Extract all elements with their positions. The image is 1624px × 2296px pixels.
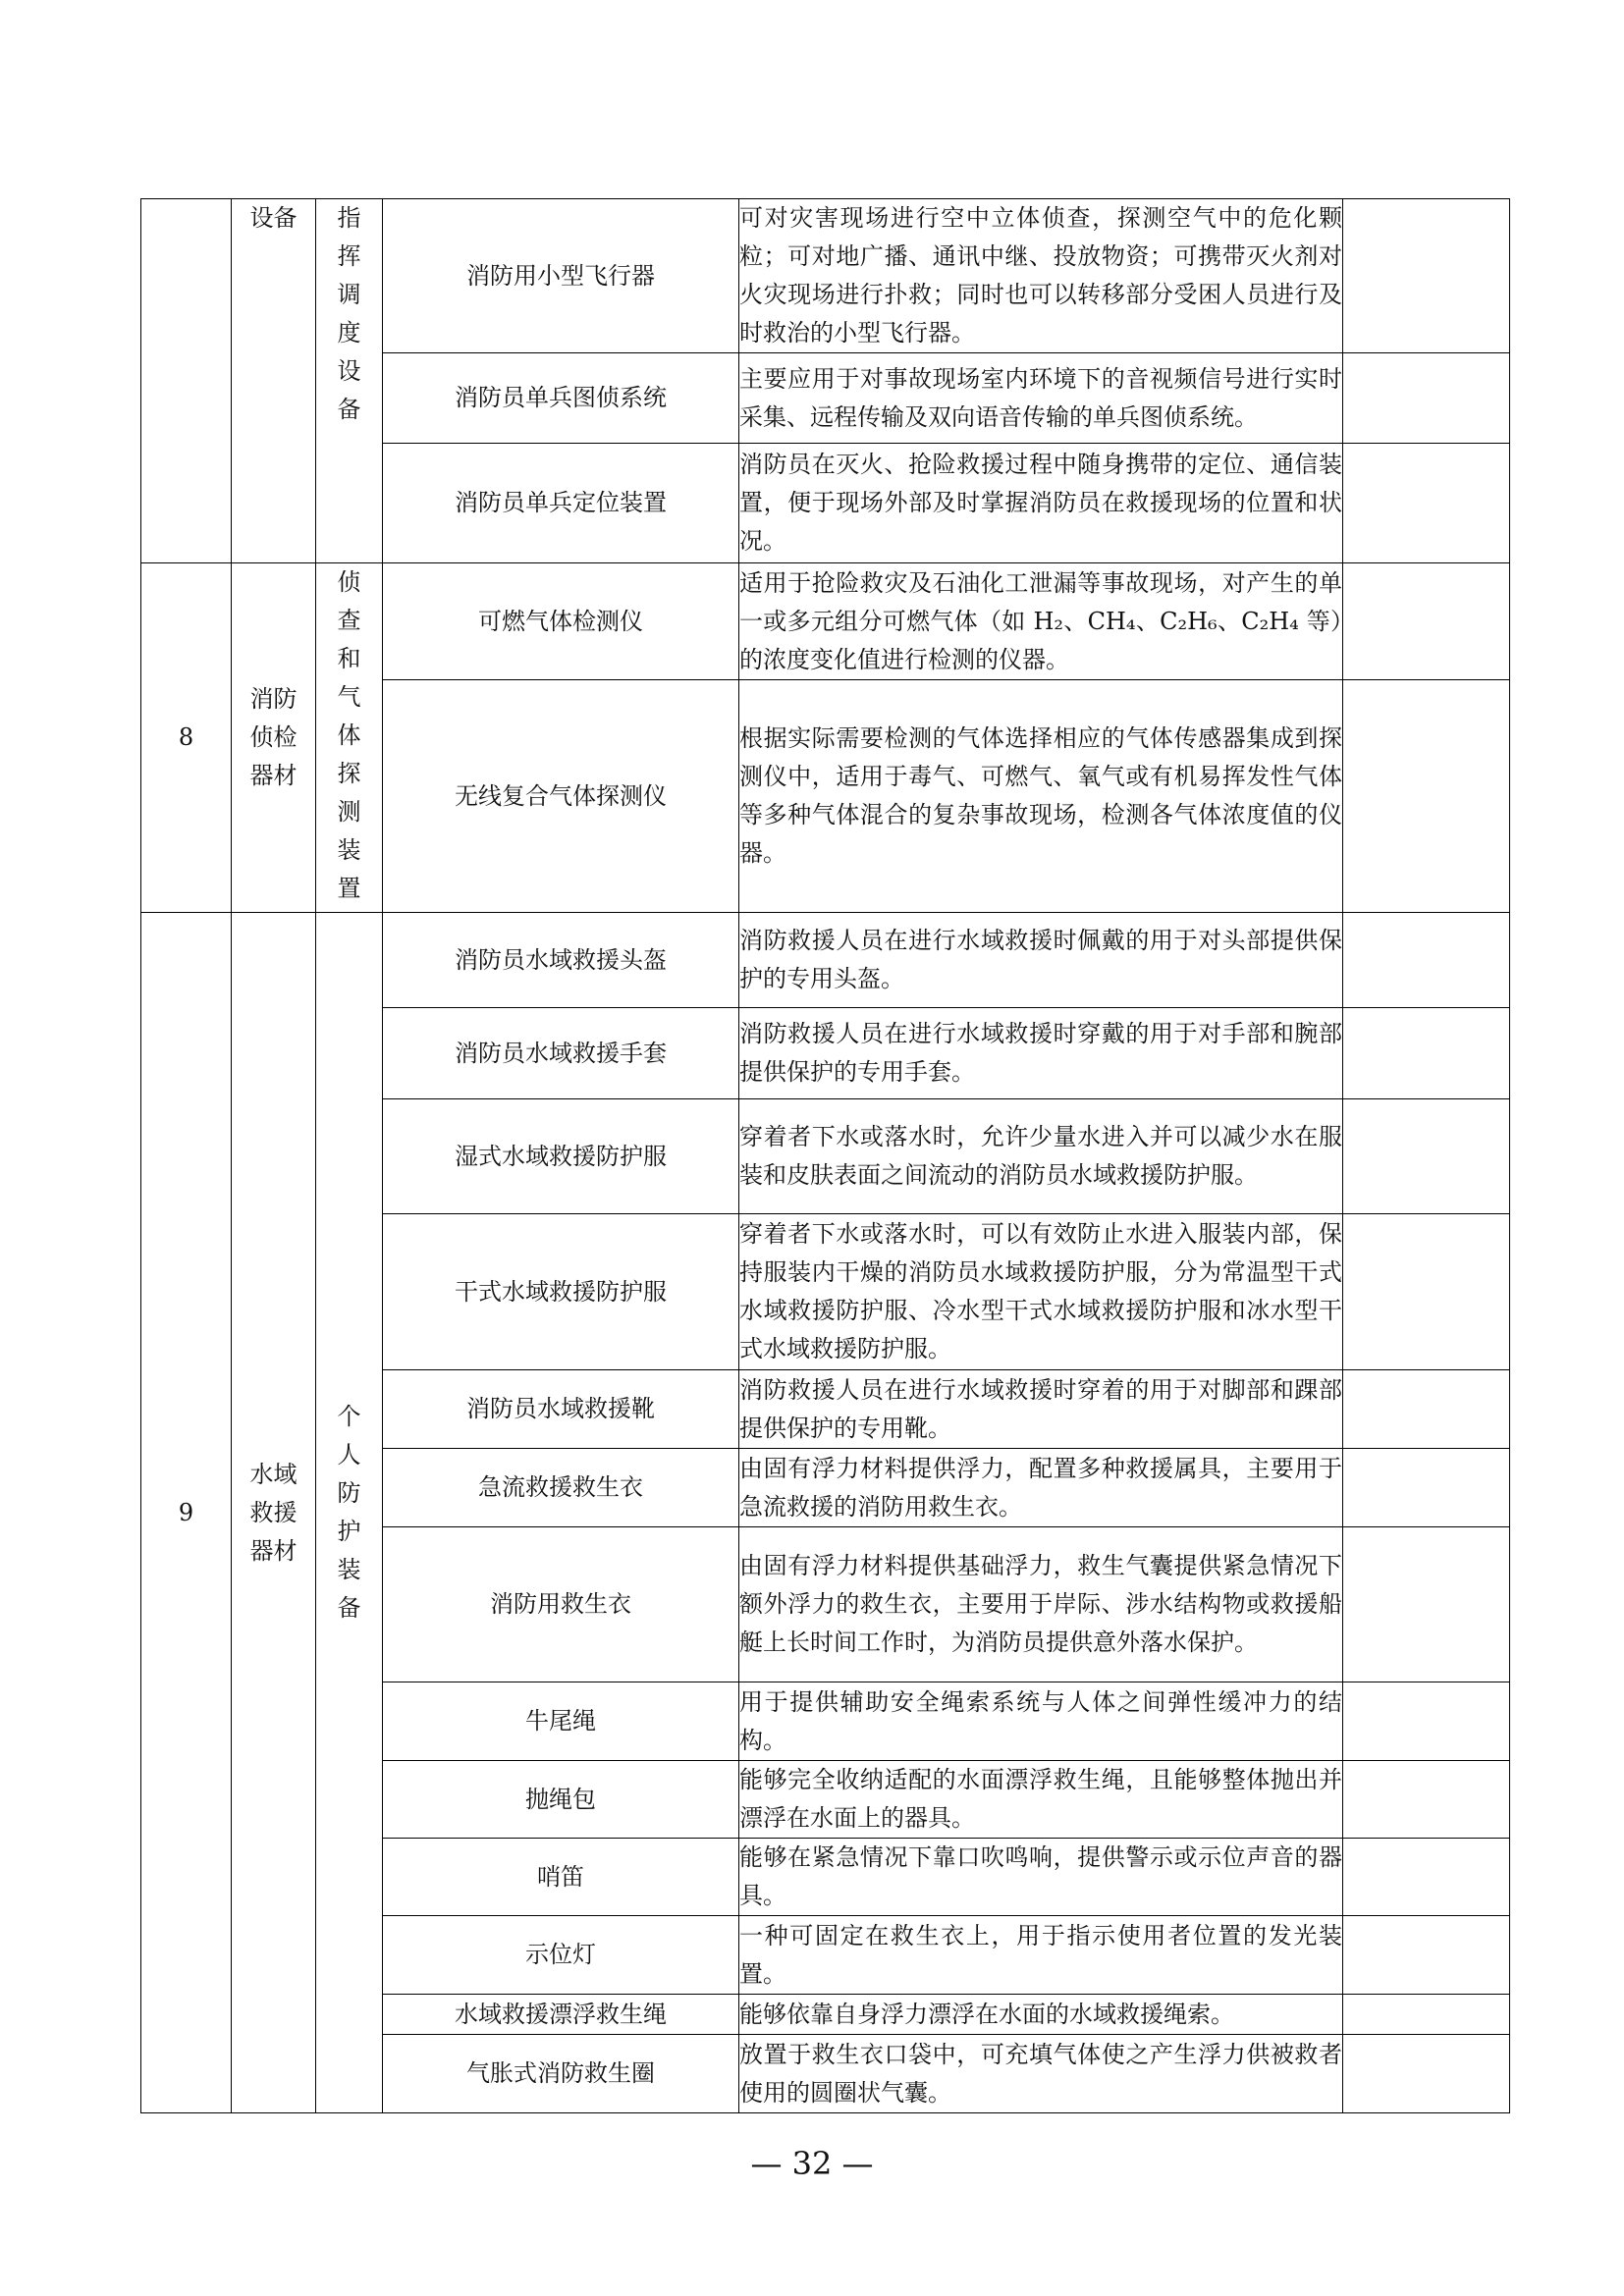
item-name: 牛尾绳 — [383, 1682, 739, 1761]
remarks-cell — [1343, 1008, 1510, 1099]
item-description: 适用于抢险救灾及石油化工泄漏等事故现场，对产生的单一或多元组分可燃气体（如 H₂、CH₄、C₂H₆、C₂H₄ 等）的浓度变化值进行检测的仪器。 — [739, 563, 1343, 680]
remarks-cell — [1343, 1449, 1510, 1527]
item-description: 穿着者下水或落水时，可以有效防止水进入服装内部，保持服装内干燥的消防员水域救援防护服，分为常温型干式水域救援防护服、冷水型干式水域救援防护服和冰水型干式水域救援防护服。 — [739, 1214, 1343, 1370]
subcategory-text: 个人防护装备 — [337, 1403, 361, 1622]
item-description: 穿着者下水或落水时，允许少量水进入并可以减少水在服装和皮肤表面之间流动的消防员水域救援防护服。 — [739, 1099, 1343, 1214]
remarks-cell — [1343, 1527, 1510, 1682]
remarks-cell — [1343, 913, 1510, 1008]
remarks-cell — [1343, 2035, 1510, 2113]
row-number — [141, 199, 232, 563]
item-description: 可对灾害现场进行空中立体侦查，探测空气中的危化颗粒；可对地广播、通讯中继、投放物资；可携带灭火剂对火灾现场进行扑救；同时也可以转移部分受困人员进行及时救治的小型飞行器。 — [739, 199, 1343, 353]
subcategory-cell — [316, 563, 383, 913]
item-description: 一种可固定在救生衣上，用于指示使用者位置的发光装置。 — [739, 1916, 1343, 1995]
item-name: 消防员水域救援手套 — [383, 1008, 739, 1099]
remarks-cell — [1343, 1839, 1510, 1916]
remarks-cell — [1343, 1370, 1510, 1449]
item-name: 示位灯 — [383, 1916, 739, 1995]
subcategory-cell — [316, 199, 383, 563]
table-row — [141, 563, 1510, 680]
item-name: 急流救援救生衣 — [383, 1449, 739, 1527]
remarks-cell — [1343, 199, 1510, 353]
item-description: 能够完全收纳适配的水面漂浮救生绳，且能够整体抛出并漂浮在水面上的器具。 — [739, 1761, 1343, 1839]
category-text: 水域救援器材 — [249, 1460, 298, 1565]
category-cell — [232, 913, 316, 2113]
row-number: 8 — [141, 563, 232, 913]
item-name: 抛绳包 — [383, 1761, 739, 1839]
remarks-cell — [1343, 1995, 1510, 2035]
subcategory-text: 指挥调度设备 — [337, 204, 361, 423]
remarks-cell — [1343, 353, 1510, 444]
category-text: 消防侦检器材 — [249, 685, 298, 789]
table-row — [141, 199, 1510, 353]
item-description: 消防员在灭火、抢险救援过程中随身携带的定位、通信装置，便于现场外部及时掌握消防员在救援现场的位置和状况。 — [739, 444, 1343, 563]
remarks-cell — [1343, 1761, 1510, 1839]
item-description: 用于提供辅助安全绳索系统与人体之间弹性缓冲力的结构。 — [739, 1682, 1343, 1761]
item-name: 气胀式消防救生圈 — [383, 2035, 739, 2113]
item-name: 消防用小型飞行器 — [383, 199, 739, 353]
item-description: 由固有浮力材料提供基础浮力，救生气囊提供紧急情况下额外浮力的救生衣，主要用于岸际、涉水结构物或救援船艇上长时间工作时，为消防员提供意外落水保护。 — [739, 1527, 1343, 1682]
item-name: 可燃气体检测仪 — [383, 563, 739, 680]
remarks-cell — [1343, 563, 1510, 680]
item-description: 能够在紧急情况下靠口吹鸣响，提供警示或示位声音的器具。 — [739, 1839, 1343, 1916]
remarks-cell — [1343, 1099, 1510, 1214]
item-description: 消防救援人员在进行水域救援时穿戴的用于对手部和腕部提供保护的专用手套。 — [739, 1008, 1343, 1099]
item-name: 消防员水域救援头盔 — [383, 913, 739, 1008]
equipment-table — [140, 198, 1510, 2113]
item-description: 由固有浮力材料提供浮力，配置多种救援属具，主要用于急流救援的消防用救生衣。 — [739, 1449, 1343, 1527]
remarks-cell — [1343, 1214, 1510, 1370]
item-name: 无线复合气体探测仪 — [383, 680, 739, 913]
item-description: 能够依靠自身浮力漂浮在水面的水域救援绳索。 — [739, 1995, 1343, 2035]
item-name: 消防用救生衣 — [383, 1527, 739, 1682]
item-description: 主要应用于对事故现场室内环境下的音视频信号进行实时采集、远程传输及双向语音传输的单兵图侦系统。 — [739, 353, 1343, 444]
category-cell — [232, 563, 316, 913]
table-row — [141, 913, 1510, 1008]
item-name: 哨笛 — [383, 1839, 739, 1916]
subcategory-text: 侦查和气体探测装置 — [337, 568, 361, 902]
item-name: 消防员水域救援靴 — [383, 1370, 739, 1449]
remarks-cell — [1343, 444, 1510, 563]
category-cell: 设备 — [232, 199, 316, 563]
item-description: 消防救援人员在进行水域救援时穿着的用于对脚部和踝部提供保护的专用靴。 — [739, 1370, 1343, 1449]
item-description: 消防救援人员在进行水域救援时佩戴的用于对头部提供保护的专用头盔。 — [739, 913, 1343, 1008]
item-name: 湿式水域救援防护服 — [383, 1099, 739, 1214]
remarks-cell — [1343, 680, 1510, 913]
remarks-cell — [1343, 1916, 1510, 1995]
subcategory-cell — [316, 913, 383, 2113]
remarks-cell — [1343, 1682, 1510, 1761]
page-number: — 32 — — [750, 2145, 874, 2182]
item-description: 根据实际需要检测的气体选择相应的气体传感器集成到探测仪中，适用于毒气、可燃气、氧气或有机易挥发性气体等多种气体混合的复杂事故现场，检测各气体浓度值的仪器。 — [739, 680, 1343, 913]
item-name: 消防员单兵定位装置 — [383, 444, 739, 563]
item-description: 放置于救生衣口袋中，可充填气体使之产生浮力供被救者使用的圆圈状气囊。 — [739, 2035, 1343, 2113]
item-name: 消防员单兵图侦系统 — [383, 353, 739, 444]
item-name: 干式水域救援防护服 — [383, 1214, 739, 1370]
item-name: 水域救援漂浮救生绳 — [383, 1995, 739, 2035]
row-number: 9 — [141, 913, 232, 2113]
